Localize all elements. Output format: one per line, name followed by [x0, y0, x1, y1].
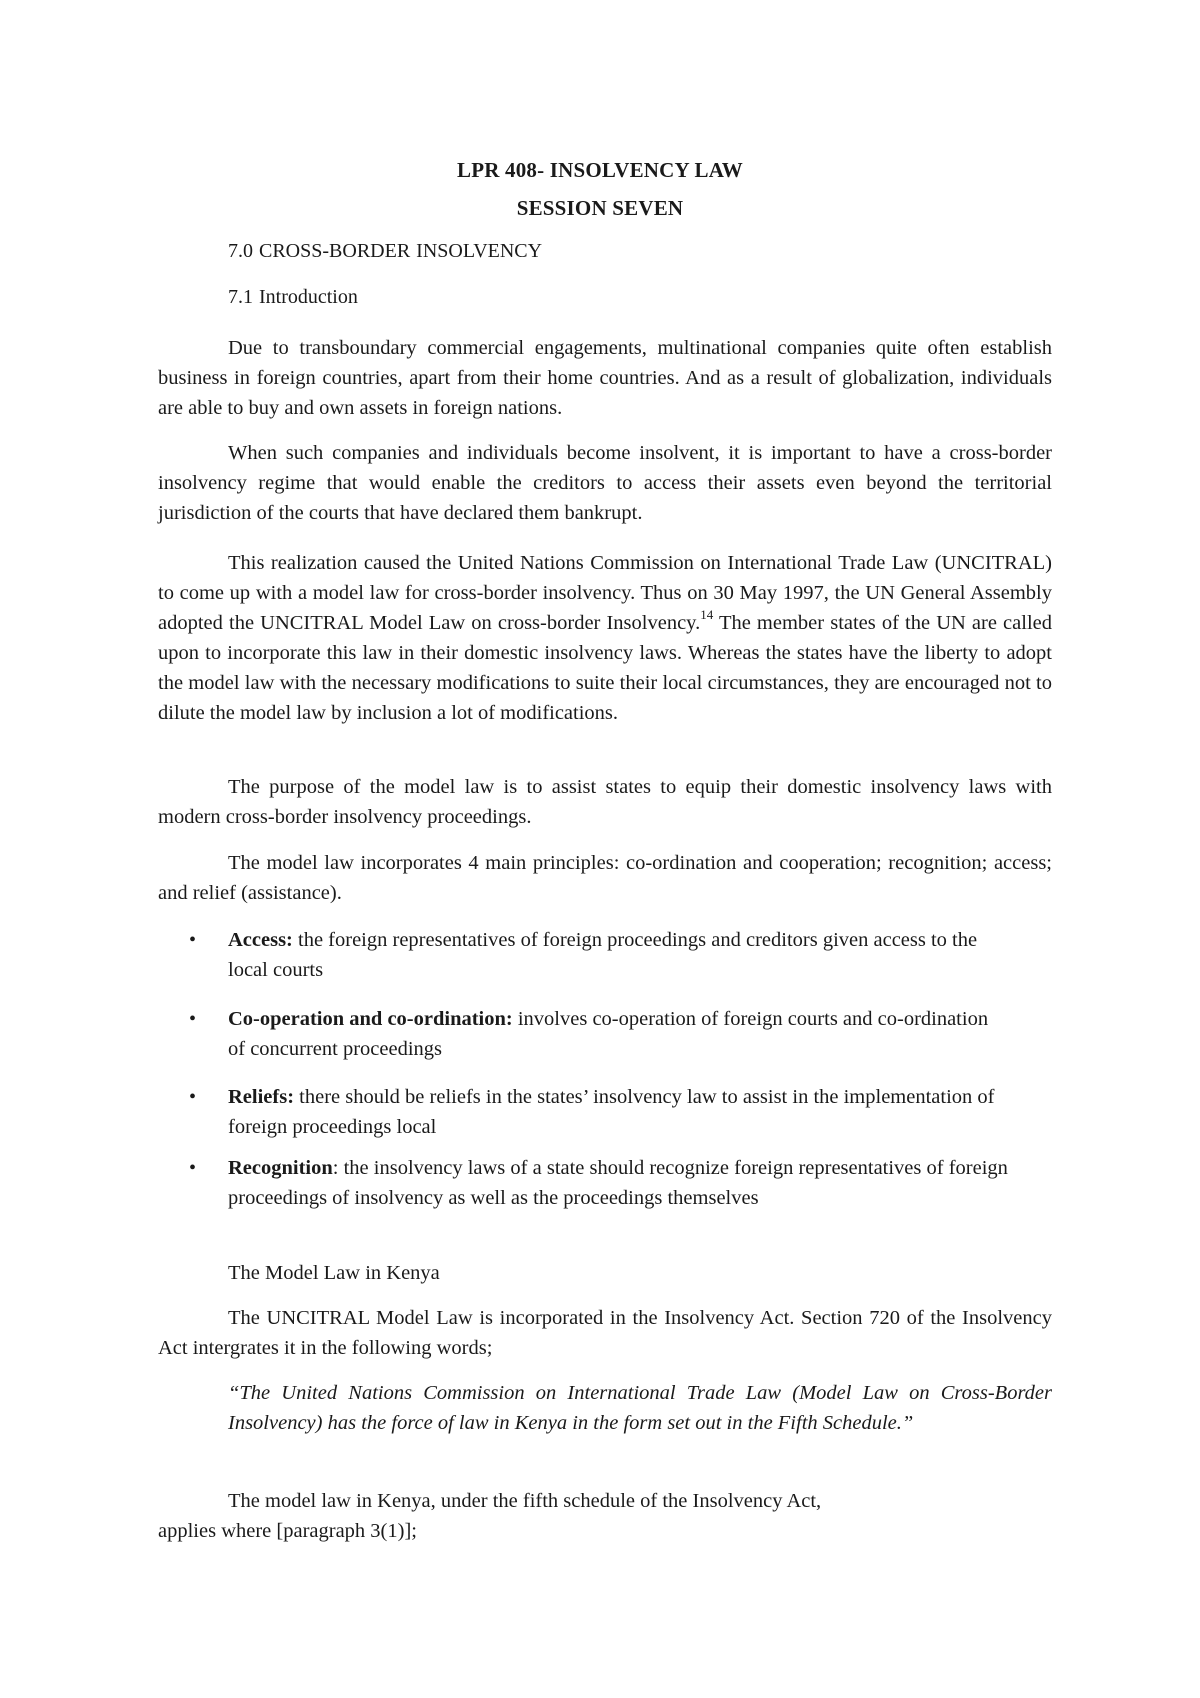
kenya-heading: The Model Law in Kenya: [228, 1262, 440, 1284]
paragraph-1: Due to transboundary commercial engagements, multinational companies quite often establish business in foreign countries, apart from their home countries. And as a result of globalization, individuals are able to buy and own assets in foreign nations.: [158, 337, 1052, 419]
paragraph-4: The purpose of the model law is to assist states to equip their domestic insolvency laws with modern cross-border insolvency proceedings.: [158, 776, 1052, 828]
bullet-text: the foreign representatives of foreign proceedings and creditors given access to the local courts: [228, 929, 978, 981]
bullet-icon: •: [189, 929, 197, 951]
bullet-icon: •: [189, 1086, 197, 1108]
paragraph-3-part-2: The member states of the UN are called upon to incorporate this law in their domestic insolvency laws. Whereas the states have the liberty to adopt the model law with the necessary modifications to suite their local circumstances, they are encouraged not to dilute the model law by inclusion a lot of modifications.: [158, 612, 1052, 724]
bullet-text: : the insolvency laws of a state should recognize foreign representatives of foreign proceedings of insolvency as well as the proceedings themselves: [228, 1157, 1008, 1209]
document-title: LPR 408- INSOLVENCY LAW: [456, 158, 743, 182]
subsection-heading: 7.1 Introduction: [228, 286, 358, 308]
quoted-provision: “The United Nations Commission on International Trade Law (Model Law on Cross-Border Insolvency) has the force of law in Kenya in the form set out in the Fifth Schedule.”: [228, 1382, 1052, 1434]
bullet-term: Access:: [228, 929, 293, 951]
paragraph-3: [158, 548, 1052, 728]
bullet-icon: •: [189, 1008, 197, 1030]
bullet-term: Reliefs:: [228, 1086, 295, 1108]
document-subtitle: SESSION SEVEN: [516, 196, 684, 220]
paragraph-6: The UNCITRAL Model Law is incorporated in the Insolvency Act. Section 720 of the Insolvency Act intergrates it in the following words;: [158, 1307, 1052, 1359]
paragraph-2: When such companies and individuals become insolvent, it is important to have a cross-border insolvency regime that would enable the creditors to access their assets even beyond the territorial jurisdiction of the courts that have declared them bankrupt.: [158, 442, 1052, 524]
section-heading: 7.0 CROSS-BORDER INSOLVENCY: [228, 240, 543, 262]
bullet-term: Recognition: [228, 1157, 333, 1179]
bullet-text: involves co-operation of foreign courts and co-ordination of concurrent proceedings: [228, 1008, 989, 1060]
bullet-icon: •: [189, 1157, 197, 1179]
bullet-term: Co-operation and co-ordination:: [228, 1008, 513, 1030]
paragraph-7-line-2: applies where [paragraph 3(1)];: [158, 1520, 417, 1542]
footnote-marker: 14: [700, 607, 714, 623]
paragraph-5: The model law incorporates 4 main principles: co-ordination and cooperation; recognition; access; and relief (assistance).: [158, 852, 1052, 904]
bullet-text: there should be reliefs in the states’ insolvency law to assist in the implementation of foreign proceedings local: [228, 1086, 995, 1138]
paragraph-3-part-1: This realization caused the United Nations Commission on International Trade Law (UNCITRAL) to come up with a model law for cross-border insolvency. Thus on 30 May 1997, the UN General Assembly adopted the UNCITRAL Model Law on cross-border Insolvency.: [158, 552, 1052, 634]
paragraph-7-line-1: The model law in Kenya, under the fifth schedule of the Insolvency Act,: [228, 1490, 822, 1512]
